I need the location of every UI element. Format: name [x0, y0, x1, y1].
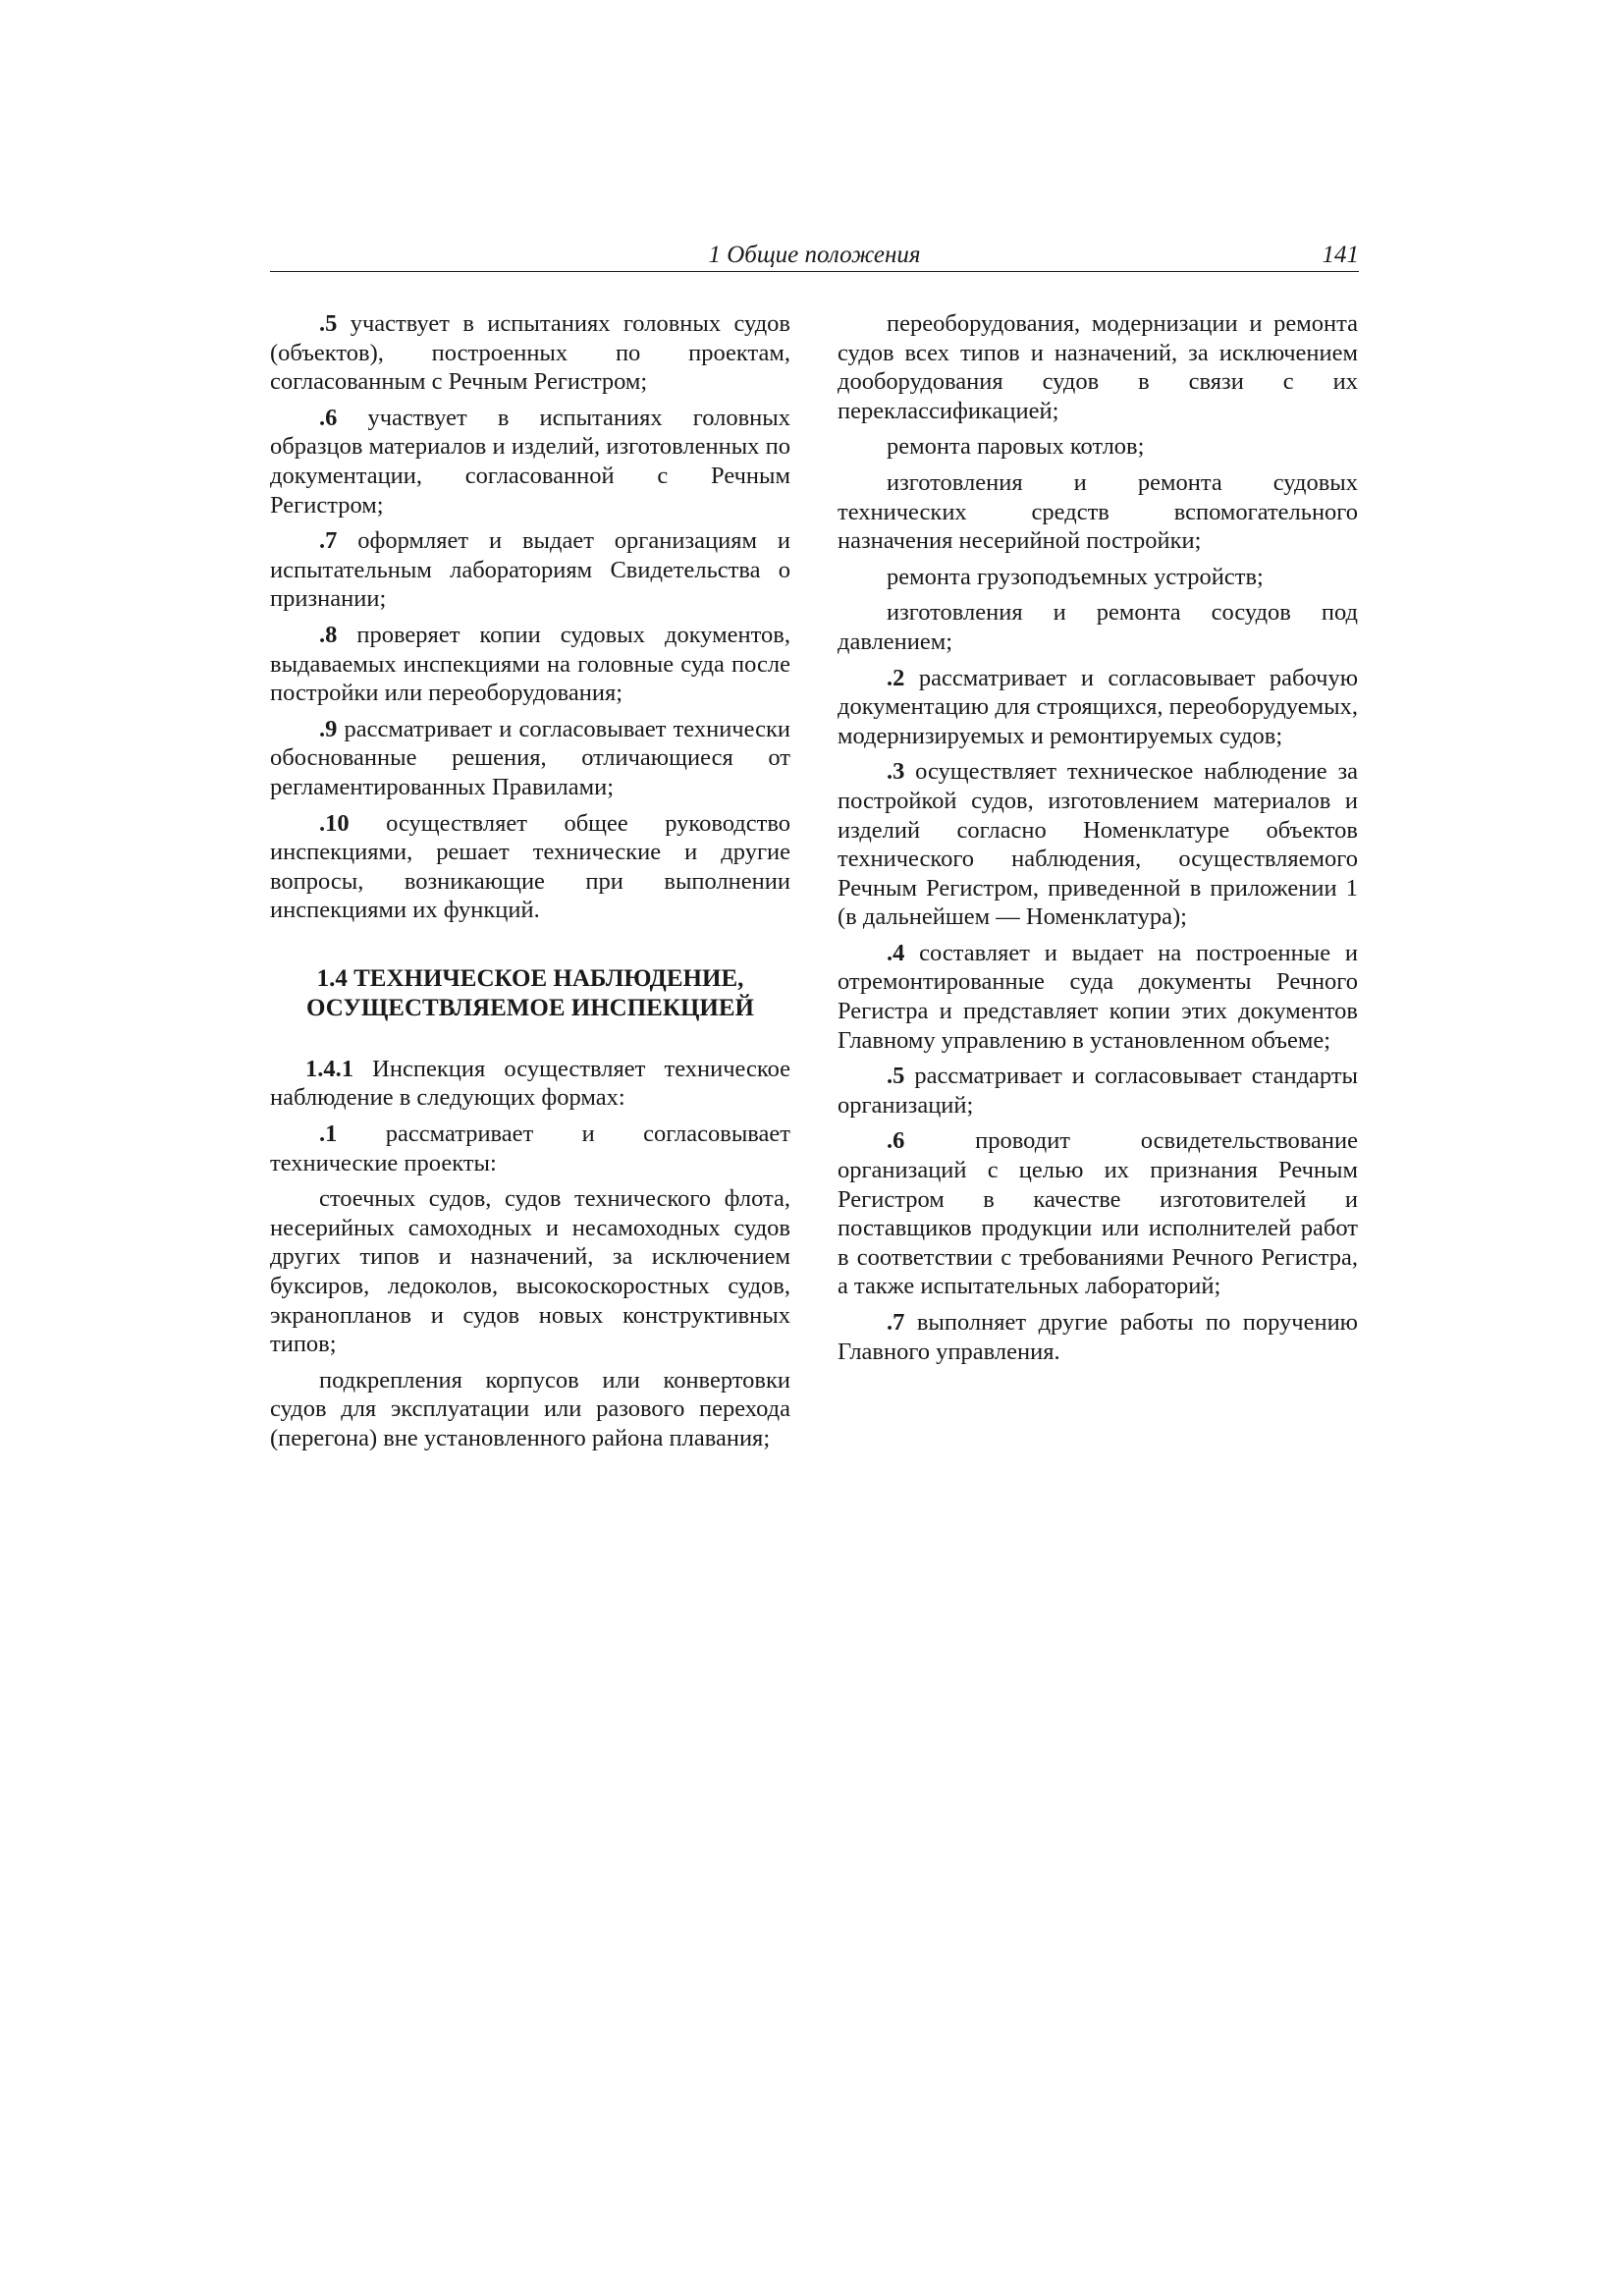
item-text: рассматривает и согласовывает рабочую документацию для строящихся, переоборудуемых, модернизируемых и ремонтируемых судов;	[838, 664, 1358, 749]
item-text: участвует в испытаниях головных судов (объектов), построенных по проектам, согласованным с Речным Регистром;	[270, 310, 790, 396]
item-text: ремонта грузоподъемных устройств;	[887, 563, 1264, 590]
item-text: рассматривает и согласовывает технические проекты:	[270, 1121, 790, 1176]
paragraph	[838, 563, 1358, 592]
paragraph	[270, 1055, 790, 1113]
item-text: проверяет копии судовых документов, выдаваемых инспекциями на головные суда после постройки или переоборудования;	[270, 621, 790, 707]
section-heading	[270, 964, 790, 1023]
item-text: рассматривает и согласовывает технически обоснованные решения, отличающиеся от регламентированных Правилами;	[270, 715, 790, 800]
item-number: .5	[319, 310, 338, 337]
item-text: переоборудования, модернизации и ремонта судов всех типов и назначений, за исключением дооборудования судов в связи с их переклассификацией;	[838, 310, 1358, 424]
item-text: стоечных судов, судов технического флота, несерийных самоходных и несамоходных судов других типов и назначений, за исключением буксиров, ледоколов, высокоскоростных судов, экранопланов и судов новых конструктивных типов;	[270, 1185, 790, 1358]
item-text: участвует в испытаниях головных образцов материалов и изделий, изготовленных по документации, согласованной с Речным Регистром;	[270, 404, 790, 519]
left-column	[270, 309, 790, 1460]
item-text: проводит освидетельствование организаций с целью их признания Речным Регистром в качестве изготовителей и поставщиков продукции или исполнителей работ в соответствии с требованиями Речного Регистра, а также испытательных лабораторий;	[838, 1127, 1358, 1300]
paragraph	[270, 1184, 790, 1359]
paragraph	[838, 1062, 1358, 1120]
paragraph	[270, 1366, 790, 1453]
item-text: оформляет и выдает организациям и испытательным лабораториям Свидетельства о признании;	[270, 527, 790, 613]
paragraph	[270, 1120, 790, 1177]
item-text: рассматривает и согласовывает стандарты организаций;	[838, 1063, 1358, 1119]
paragraph	[838, 757, 1358, 932]
item-number: .6	[887, 1127, 905, 1155]
paragraph	[270, 404, 790, 519]
right-column	[838, 309, 1358, 1373]
paragraph	[838, 1126, 1358, 1301]
paragraph	[270, 715, 790, 802]
paragraph	[838, 939, 1358, 1055]
paragraph	[838, 1308, 1358, 1366]
item-text: изготовления и ремонта судовых технических средств вспомогательного назначения несерийной постройки;	[838, 468, 1358, 555]
paragraph	[838, 664, 1358, 751]
item-number: .1	[319, 1121, 338, 1148]
item-text: составляет и выдает на построенные и отремонтированные суда документы Речного Регистра и представляет копии этих документов Главному управлению в установленном объеме;	[838, 939, 1358, 1054]
paragraph	[838, 432, 1358, 462]
item-text: выполняет другие работы по поручению Главного управления.	[838, 1309, 1358, 1365]
item-number: .9	[319, 715, 338, 742]
paragraph	[838, 309, 1358, 425]
item-number: .8	[319, 621, 338, 648]
paragraph	[838, 468, 1358, 556]
paragraph	[270, 621, 790, 708]
page-number: 141	[1322, 242, 1359, 268]
item-number: .7	[319, 527, 338, 555]
paragraph	[270, 526, 790, 614]
item-number: .7	[887, 1309, 905, 1336]
item-number: .3	[887, 758, 905, 786]
paragraph	[270, 809, 790, 925]
paragraph	[838, 598, 1358, 656]
item-number: .5	[887, 1063, 905, 1090]
item-number: .4	[887, 939, 905, 966]
section-heading-line: ОСУЩЕСТВЛЯЕМОЕ ИНСПЕКЦИЕЙ	[306, 994, 754, 1021]
item-text: подкрепления корпусов или конвертовки судов для эксплуатации или разового перехода (перегона) вне установленного района плавания;	[270, 1366, 790, 1451]
running-header-title: 1 Общие положения	[708, 242, 921, 268]
paragraph	[270, 309, 790, 397]
item-number: .2	[887, 664, 905, 691]
item-text: Инспекция осуществляет техническое наблюдение в следующих формах:	[270, 1055, 790, 1112]
section-heading-line: 1.4 ТЕХНИЧЕСКОЕ НАБЛЮДЕНИЕ,	[316, 964, 744, 992]
item-text: осуществляет общее руководство инспекциями, решает технические и другие вопросы, возникающие при выполнении инспекциями их функций.	[270, 809, 790, 924]
item-number: .6	[319, 404, 338, 431]
header-rule	[270, 271, 1359, 272]
running-header	[270, 241, 1359, 270]
item-number: .10	[319, 809, 350, 837]
item-text: осуществляет техническое наблюдение за постройкой судов, изготовлением материалов и изделий согласно Номенклатуре объектов технического наблюдения, осуществляемого Речным Регистром, приведенной в приложении 1 (в дальнейшем — Номенклатура);	[838, 758, 1358, 931]
item-text: ремонта паровых котлов;	[887, 433, 1145, 461]
item-number: 1.4.1	[305, 1055, 353, 1082]
item-text: изготовления и ремонта сосудов под давлением;	[838, 599, 1358, 655]
